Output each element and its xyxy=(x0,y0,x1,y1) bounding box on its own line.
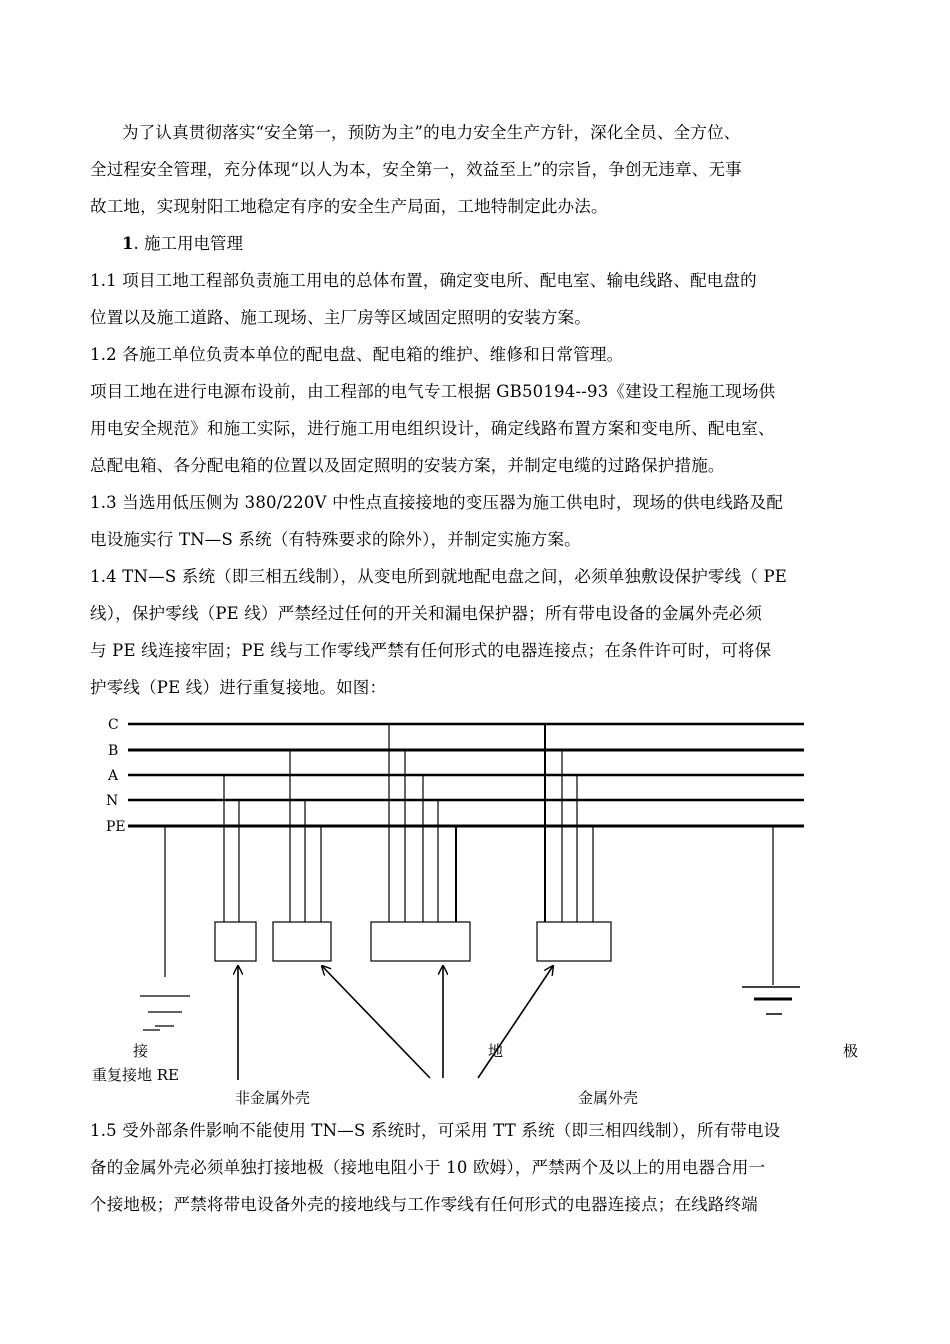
paragraph-line: 1.5 受外部条件影响不能使用 TN—S 系统时，可采用 TT 系统（即三相四线制），所有带电设 xyxy=(90,1121,781,1140)
paragraph-line: 与 PE 线连接牢固；PE 线与工作零线严禁有任何形式的电器连接点；在条件许可时，可将保 xyxy=(90,641,772,660)
intro-paragraph xyxy=(90,114,862,225)
paragraph-line: 1.4 TN—S 系统（即三相五线制），从变电所到就地配电盘之间，必须单独敷设保护零线（ PE xyxy=(90,567,788,586)
paragraph-line: 1.2 各施工单位负责本单位的配电盘、配电箱的维护、维修和日常管理。 xyxy=(90,345,624,364)
paragraph-1-1 xyxy=(90,262,862,336)
section-title: . 施工用电管理 xyxy=(133,234,243,253)
paragraph-1-5 xyxy=(90,1112,862,1223)
paragraph-line: 总配电箱、各分配电箱的位置以及固定照明的安装方案，并制定电缆的过路保护措施。 xyxy=(90,456,725,475)
paragraph-1-4 xyxy=(90,558,862,706)
bus-bars xyxy=(128,724,804,826)
intro-line: 为了认真贯彻落实“安全第一，预防为主”的电力安全生产方针，深化全员、全方位、 xyxy=(122,123,741,142)
paragraph-line: 个接地极；严禁将带电设备外壳的接地线与工作零线有任何形式的电器连接点；在线路终端 xyxy=(90,1195,758,1214)
equipment-box-metal-1 xyxy=(273,922,331,961)
equipment-boxes xyxy=(215,922,611,961)
bus-label-b: B xyxy=(108,743,119,759)
paragraph-1-3 xyxy=(90,484,862,558)
ground-label-left: 接 xyxy=(133,1042,149,1060)
right-ground-symbol xyxy=(742,987,800,1014)
paragraph-line: 线），保护零线（PE 线）严禁经过任何的开关和漏电保护器；所有带电设备的金属外壳必须 xyxy=(90,604,763,623)
bus-label-a: A xyxy=(108,768,119,784)
section-number: 1 xyxy=(122,234,134,253)
paragraph-1-2 xyxy=(90,336,862,484)
repeat-ground-label: 重复接地 RE xyxy=(92,1066,180,1084)
paragraph-line: 护零线（PE 线）进行重复接地。如图： xyxy=(90,678,387,697)
bus-label-n: N xyxy=(106,793,119,809)
paragraph-line: 1.1 项目工地工程部负责施工用电的总体布置，确定变电所、配电室、输电线路、配电盘的 xyxy=(90,271,757,290)
equipment-box-nonmetal xyxy=(215,922,256,961)
equipment-box-metal-2 xyxy=(371,922,470,961)
paragraph-line: 备的金属外壳必须单独打接地极（接地电阻小于 10 欧姆），严禁两个及以上的用电器合用一 xyxy=(90,1158,766,1177)
equipment-box-metal-3 xyxy=(537,922,611,961)
paragraph-line: 位置以及施工道路、施工现场、主厂房等区域固定照明的安装方案。 xyxy=(90,308,591,327)
intro-line: 故工地，实现射阳工地稳定有序的安全生产局面，工地特制定此办法。 xyxy=(90,197,608,216)
section-heading xyxy=(122,225,243,262)
bus-label-c: C xyxy=(108,717,119,733)
bus-label-pe: PE xyxy=(106,819,126,835)
intro-line: 全过程安全管理，充分体现“以人为本，安全第一，效益至上”的宗旨，争创无违章、无事 xyxy=(90,160,742,179)
paragraph-line: 1.3 当选用低压侧为 380/220V 中性点直接接地的变压器为施工供电时，现场的供电线路及配 xyxy=(90,493,784,512)
left-ground-symbol xyxy=(140,996,190,1030)
metal-shell-label: 金属外壳 xyxy=(578,1089,639,1107)
ground-label-right: 极 xyxy=(843,1042,859,1060)
paragraph-line: 用电安全规范》和施工实际，进行施工用电组织设计，确定线路布置方案和变电所、配电室、 xyxy=(90,419,775,438)
ground-label-mid: 地 xyxy=(488,1042,504,1060)
arrow-metal-3 xyxy=(478,966,553,1078)
arrow-metal-1 xyxy=(322,966,430,1078)
paragraph-line: 电设施实行 TN—S 系统（有特殊要求的除外），并制定实施方案。 xyxy=(90,530,581,549)
nonmetal-shell-label: 非金属外壳 xyxy=(235,1089,311,1107)
paragraph-line: 项目工地在进行电源布设前，由工程部的电气专工根据 GB50194--93《建设工程施工现场供 xyxy=(90,382,776,401)
pointer-arrows xyxy=(238,966,553,1080)
